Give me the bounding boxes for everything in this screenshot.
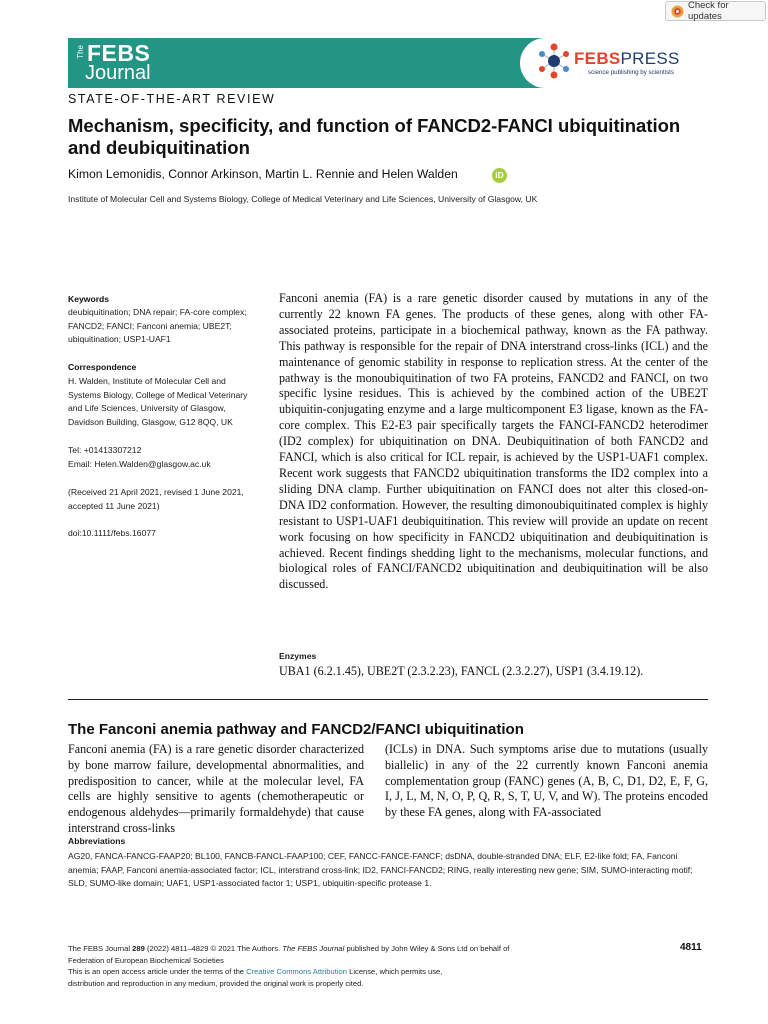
footer-copyright: (2022) 4811–4829 © 2021 The Authors.: [144, 944, 283, 953]
check-updates-icon: [671, 5, 684, 18]
author-list: Kimon Lemonidis, Connor Arkinson, Martin L. Rennie and Helen Walden: [68, 167, 458, 181]
febs-press-title[interactable]: [574, 49, 680, 69]
section-divider: [68, 699, 708, 700]
footer-journal-italic: The FEBS Journal: [282, 944, 345, 953]
body-column-left: Fanconi anemia (FA) is a rare genetic disorder characterized by bone marrow failure, developmental abnormalities, and predisposition to cancer, while at the molecular level, FA cells are highly sensitive to agents (chemotherapeutic or endogenous aldehydes—primarily formaldehyde) that cause interstrand cross-links: [68, 742, 364, 835]
enzymes-heading: Enzymes: [279, 651, 317, 661]
footer-terms: distribution and reproduction in any medium, provided the original work is properly cited.: [68, 978, 364, 988]
press-name-bold: FEBS: [574, 49, 621, 68]
enzymes-list: UBA1 (6.2.1.45), UBE2T (2.3.2.23), FANCL (2.3.2.27), USP1 (3.4.19.12).: [279, 664, 644, 678]
correspondence-heading: Correspondence: [68, 362, 137, 372]
correspondence-tel: Tel: +01413307212: [68, 445, 142, 455]
footer-license-text: This is an open access article under the terms of the: [68, 967, 247, 977]
logo-journal: Journal: [85, 62, 151, 84]
body-column-right: (ICLs) in DNA. Such symptoms arise due to mutations (usually biallelic) in any of the 22 currently known Fanconi anemia complementation group (FANC) genes (A, B, C, D1, D2, E, F, G, I, J, L, M, N, O, P, Q, R, S, T, U, V, and W). The proteins encoded by these FA genes, along with FA-associated: [385, 742, 708, 820]
keywords-list: deubiquitination; DNA repair; FA-core complex; FANCD2; FANCI; Fanconi anemia; UBE2T; ubiquitination; USP1-UAF1: [68, 307, 247, 344]
page-number: 4811: [680, 942, 702, 953]
section-heading: The Fanconi anemia pathway and FANCD2/FANCI ubiquitination: [68, 721, 524, 738]
footer-federation: Federation of European Biochemical Societies: [68, 955, 224, 965]
logo-febs: FEBS: [87, 40, 151, 66]
received-dates: (Received 21 April 2021, revised 1 June 2021, accepted 11 June 2021): [68, 487, 244, 511]
febs-journal-logo[interactable]: [76, 42, 156, 84]
footer-license-text-end: License, which permits use,: [347, 967, 443, 977]
abbreviations-heading: Abbreviations: [68, 836, 126, 846]
press-name-light: PRESS: [620, 49, 680, 68]
footer-publisher: published by John Wiley & Sons Ltd on behalf of: [344, 944, 510, 953]
logo-the: The: [76, 45, 85, 59]
license-link[interactable]: Creative Commons Attribution: [246, 967, 347, 977]
doi[interactable]: doi:10.1111/febs.16077: [68, 528, 156, 538]
abstract: Fanconi anemia (FA) is a rare genetic disorder caused by mutations in any of the currently 22 known FA genes. The products of these genes, along with other FA-associated proteins, participate in a biochemical pathway, known as the FA pathway. This pathway is responsible for the repair of DNA interstrand cross-links (ICL) and the maintenance of genomic stability in response to replication stress. At the center of the pathway is the monoubiquitination of two FA proteins, FANCD2 and FANCI, on two specific lysine residues. This is achieved by the combined action of the UBE2T ubiquitin-conjugating enzyme and a large multicomponent E3 ligase, known as the FA-core complex. This E2-E3 pair specifically targets the FANCI-FANCD2 heterodimer (ID2 complex) for ubiquitination on DNA. Deubiquitination of both FANCD2 and FANCI, which is also critical for ICL repair, is achieved by the USP1-UAF1 complex. Recent work suggests that FANCD2 ubiquitination transforms the ID2 complex into a sliding DNA clamp. Further ubiquitination on FANCI does not alter this closed-on-DNA ID2 conformation. However, the resulting dimonoubiquitinated complex is highly resistant to USP1-UAF1 deubiquitination. This review will provide an update on recent work focusing on how specificity in FANCD2 ubiquitination and deubiquitination is achieved. Recent findings shedding light to the mechanisms, molecular functions, and biological roles of FANCI/FANCD2 ubiquitination and deubiquitination will be also discussed.: [279, 291, 708, 592]
affiliation: Institute of Molecular Cell and Systems Biology, College of Medical Veterinary and Life Sciences, University of Glasgow, UK: [68, 194, 538, 204]
orcid-icon[interactable]: iD: [492, 168, 507, 183]
footer-license: [68, 966, 568, 978]
article-type: STATE-OF-THE-ART REVIEW: [68, 92, 276, 106]
footer-citation: [68, 943, 568, 955]
febs-press-tagline: science publishing by scientists: [588, 69, 674, 76]
article-title: Mechanism, specificity, and function of FANCD2-FANCI ubiquitination and deubiquitination: [68, 115, 681, 158]
footer-volume: 289: [132, 944, 145, 953]
footer-journal: The FEBS Journal: [68, 944, 133, 953]
correspondence-email[interactable]: Email: Helen.Walden@glasgow.ac.uk: [68, 459, 211, 469]
page-footer: [68, 943, 568, 989]
check-for-updates-button[interactable]: [665, 1, 766, 21]
check-updates-label: Check for updates: [687, 0, 729, 22]
febs-press-molecule-icon: [536, 42, 572, 80]
keywords-heading: Keywords: [68, 294, 110, 304]
abbreviations-list: AG20, FANCA-FANCG-FAAP20; BL100, FANCB-FANCL-FAAP100; CEF, FANCC-FANCE-FANCF; dsDNA, double-stranded DNA; ELF, E2-like fold; FA, Fanconi anemia; FAAP, Fanconi anemia-associated factor; ICL, interstrand cross-link; ID2, FANCI-FANCD2; RING, really interesting new gene; SIM, SUMO-interacting motif; SLD, SUMO-like domain; UAF1, USP1-associated factor 1; USP1, ubiquitin-specific protease 1.: [68, 851, 693, 888]
correspondence-address: H. Walden, Institute of Molecular Cell and Systems Biology, College of Medical Veterinary and Life Sciences, University of Glasgow, Davidson Building, Glasgow, G12 8QQ, UK: [68, 376, 248, 427]
